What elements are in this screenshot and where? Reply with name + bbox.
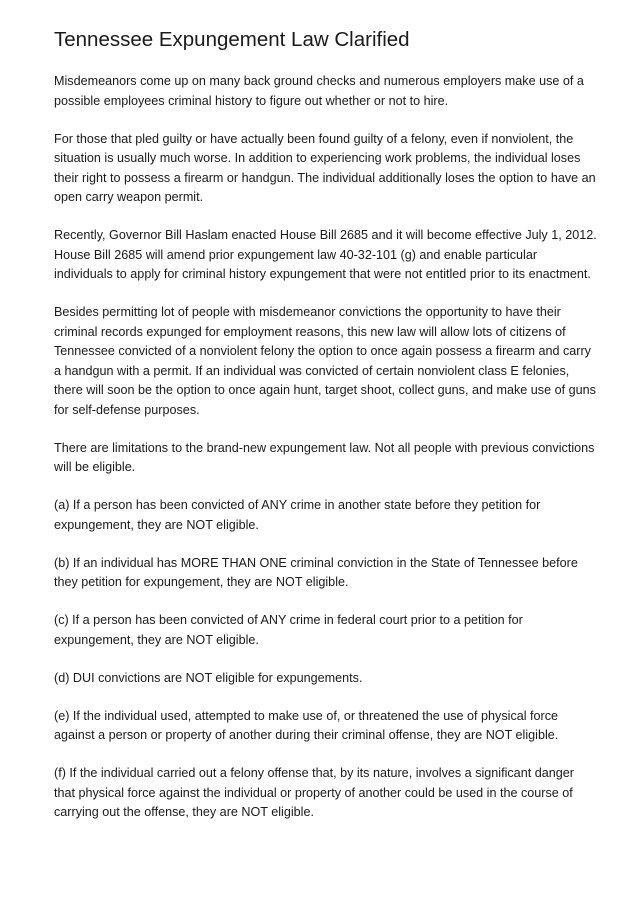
paragraph-limitations: There are limitations to the brand-new expungement law. Not all people with previous convictions will be eligible.	[54, 440, 595, 474]
paragraph-limitation-a: (a) If a person has been convicted of ANY crime in another state before they petition for expungement, they are NOT eligible.	[54, 498, 541, 532]
paragraph-limitation-e: (e) If the individual used, attempted to make use of, or threatened the use of physical force against a person or property of another during their criminal offense, they are NOT eligible.	[54, 708, 559, 742]
paragraph-felony-consequences: For those that pled guilty or have actually been found guilty of a felony, even if nonviolent, the situation is usually much worse. In addition to experiencing work problems, the individual loses their right to possess a firearm or handgun. The individual additionally loses the option to have an open carry weapon permit.	[54, 131, 596, 204]
paragraph-misdemeanors-intro: Misdemeanors come up on many back ground checks and numerous employers make use of a possible employees criminal history to figure out whether or not to hire.	[54, 74, 584, 108]
paragraph-limitation-b: (b) If an individual has MORE THAN ONE criminal conviction in the State of Tennessee before they petition for expungement, they are NOT eligible.	[54, 555, 578, 589]
paragraph-limitation-d: (d) DUI convictions are NOT eligible for expungements.	[54, 670, 363, 685]
paragraph-house-bill: Recently, Governor Bill Haslam enacted House Bill 2685 and it will become effective July 1, 2012. House Bill 2685 will amend prior expungement law 40-32-101 (g) and enable particular individuals to apply for criminal history expungement that were not entitled prior to its enactment.	[54, 228, 597, 281]
paragraph-limitation-f: (f) If the individual carried out a felony offense that, by its nature, involves a significant danger that physical force against the individual or property of another could be used in the course of carrying out the offense, they are NOT eligible.	[54, 766, 574, 819]
document-title: Tennessee Expungement Law Clarified	[54, 28, 410, 51]
paragraph-new-law-benefits: Besides permitting lot of people with misdemeanor convictions the opportunity to have their criminal records expunged for employment reasons, this new law will allow lots of citizens of Tennessee convicted of a nonviolent felony the option to once again possess a firearm and carry a handgun with a permit. If an individual was convicted of certain nonviolent class E felonies, there will soon be the option to once again hunt, target shoot, collect guns, and make use of guns for self-defense purposes.	[54, 305, 596, 417]
paragraph-limitation-c: (c) If a person has been convicted of ANY crime in federal court prior to a petition for expungement, they are NOT eligible.	[54, 613, 523, 647]
